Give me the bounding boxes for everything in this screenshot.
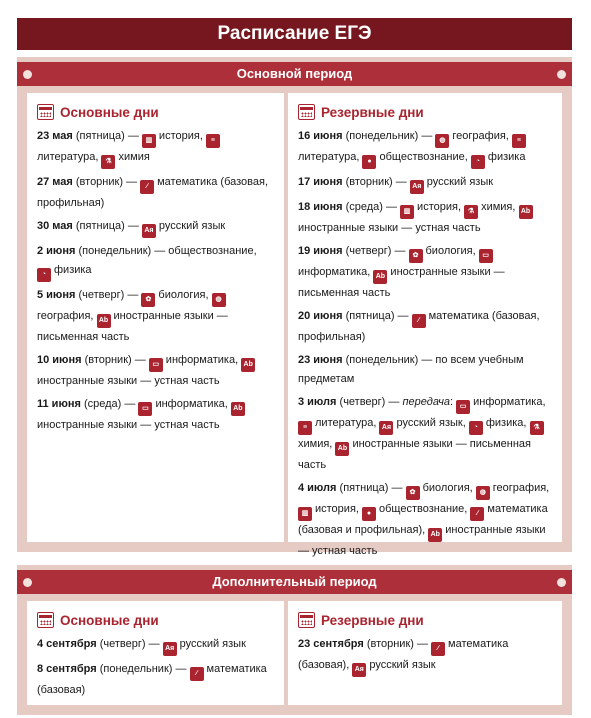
entry-date: 19 июня	[298, 245, 343, 257]
entry-date: 30 мая	[37, 220, 73, 232]
entry-date: 2 июня	[37, 245, 76, 257]
entry-weekday: (четверг) —	[342, 245, 409, 257]
extra-period-band	[17, 570, 572, 594]
subject-name: обществознание,	[379, 151, 468, 163]
languages-icon: Ab	[428, 528, 442, 542]
entry-date: 20 июня	[298, 310, 343, 322]
math-icon: ∕	[431, 642, 445, 656]
physics-icon: ◔	[469, 421, 483, 435]
extra-main-days-panel	[27, 601, 284, 705]
math-icon: ∕	[140, 180, 154, 194]
social-icon: ●	[362, 507, 376, 521]
subject-name: математика (базовая),	[298, 638, 509, 671]
schedule-entry	[37, 173, 276, 213]
entry-weekday: (пятница) —	[342, 310, 412, 322]
entry-weekday: (пятница) —	[72, 130, 142, 142]
main-days-panel	[27, 93, 284, 542]
subject-name: география,	[452, 130, 509, 142]
subject-name: иностранные языки — письменная часть	[298, 438, 531, 471]
schedule-list	[298, 635, 554, 677]
languages-icon: Ab	[335, 442, 349, 456]
history-icon: ▥	[142, 134, 156, 148]
history-icon: ▥	[298, 507, 312, 521]
ring-hole-icon	[557, 70, 566, 79]
heading-text: Резервные дни	[321, 612, 424, 628]
subject-name: русский язык	[426, 176, 494, 188]
subject-name: иностранные языки — письменная часть	[298, 266, 505, 299]
chemistry-icon: ⚗	[530, 421, 544, 435]
subject-name: иностранные языки — устная часть	[298, 222, 481, 234]
entry-date: 3 июля	[298, 396, 337, 408]
subject-name: русский язык,	[396, 417, 466, 429]
schedule-entry	[298, 307, 554, 347]
geography-icon: ◍	[476, 486, 490, 500]
main-period-band	[17, 62, 572, 86]
chemistry-icon: ⚗	[464, 205, 478, 219]
informatics-icon: ▭	[479, 249, 493, 263]
subject-name: физика	[54, 264, 92, 276]
entry-weekday: (четверг) —	[96, 638, 163, 650]
subject-name: биология,	[422, 482, 473, 494]
heading-text: Основные дни	[60, 612, 159, 628]
entry-weekday: (понедельник) —	[342, 130, 436, 142]
calendar-icon	[37, 612, 54, 628]
subject-name: история,	[315, 503, 359, 515]
heading-text: Резервные дни	[321, 104, 424, 120]
extra-period-title: Дополнительный период	[212, 574, 377, 589]
main-period-frame	[17, 57, 572, 557]
subject-name: история,	[158, 130, 203, 142]
schedule-entry	[298, 173, 554, 194]
ring-hole-icon	[23, 70, 32, 79]
entry-date: 16 июня	[298, 130, 343, 142]
entry-weekday: (пятница) —	[72, 220, 142, 232]
schedule-entry	[298, 242, 554, 303]
entry-weekday: (понедельник) — по всем учебным предметам	[298, 354, 524, 385]
entry-weekday: (среда) —	[342, 201, 401, 213]
biology-icon: ✿	[141, 293, 155, 307]
schedule-entry	[37, 286, 276, 347]
entry-weekday: (вторник) —	[72, 176, 141, 188]
languages-icon: Ab	[231, 402, 245, 416]
literature-icon: ≡	[206, 134, 220, 148]
entry-date: 23 июня	[298, 354, 343, 366]
page-title: Расписание ЕГЭ	[17, 18, 572, 50]
geography-icon: ◍	[212, 293, 226, 307]
russian-icon: Ая	[352, 663, 366, 677]
subject-name: информатика,	[473, 396, 546, 408]
subject-name: математика (базовая)	[37, 663, 267, 696]
entry-date: 10 июня	[37, 354, 82, 366]
subject-name: информатика,	[298, 266, 371, 278]
entry-weekday: (четверг) —	[336, 396, 403, 408]
reserve-days-heading	[298, 611, 554, 629]
subject-name: биология,	[158, 289, 209, 301]
entry-weekday: (вторник) —	[342, 176, 410, 188]
subject-name: обществознание,	[168, 245, 257, 257]
physics-icon: ◔	[471, 155, 485, 169]
entry-date: 4 июля	[298, 482, 337, 494]
languages-icon: Ab	[519, 205, 533, 219]
informatics-icon: ▭	[456, 400, 470, 414]
subject-name: русский язык	[158, 220, 226, 232]
math-icon: ∕	[470, 507, 484, 521]
entry-date: 23 мая	[37, 130, 73, 142]
ring-hole-icon	[557, 578, 566, 587]
calendar-icon	[298, 104, 315, 120]
subject-name: иностранные языки — устная часть	[37, 419, 220, 431]
reserve-days-panel	[288, 93, 562, 557]
subject-name: русский язык	[179, 638, 246, 650]
biology-icon: ✿	[406, 486, 420, 500]
subject-name: литература,	[315, 417, 377, 429]
calendar-icon	[298, 612, 315, 628]
entry-weekday: (понедельник) —	[75, 245, 169, 257]
subject-name: иностранные языки — устная часть	[298, 524, 546, 557]
reserve-days-heading	[298, 103, 554, 121]
subject-name: математика (базовая, профильная)	[37, 176, 269, 209]
entry-date: 27 мая	[37, 176, 73, 188]
entry-date: 4 сентября	[37, 638, 97, 650]
russian-icon: Ая	[163, 642, 177, 656]
entry-note: передача	[402, 396, 451, 408]
entry-weekday: (вторник) —	[81, 354, 149, 366]
schedule-entry	[298, 198, 554, 238]
russian-icon: Ая	[142, 224, 156, 238]
schedule-list	[37, 127, 276, 435]
subject-name: информатика,	[165, 354, 239, 366]
entry-weekday: (вторник) —	[363, 638, 432, 650]
heading-text: Основные дни	[60, 104, 159, 120]
schedule-entry	[37, 351, 276, 391]
schedule-entry	[37, 127, 276, 169]
languages-icon: Ab	[97, 314, 111, 328]
main-period-title: Основной период	[236, 66, 353, 81]
schedule-list	[37, 635, 276, 700]
math-icon: ∕	[412, 314, 426, 328]
calendar-icon	[37, 104, 54, 120]
schedule-entry	[37, 660, 276, 700]
math-icon: ∕	[190, 667, 204, 681]
schedule-entry	[298, 635, 554, 677]
main-days-heading	[37, 103, 276, 121]
russian-icon: Ая	[379, 421, 393, 435]
subject-name: химия,	[298, 438, 333, 450]
schedule-entry	[37, 242, 276, 282]
informatics-icon: ▭	[149, 358, 163, 372]
subject-name: биология,	[425, 245, 476, 257]
subject-name: информатика,	[155, 398, 228, 410]
languages-icon: Ab	[373, 270, 387, 284]
subject-name: физика,	[485, 417, 527, 429]
physics-icon: ◔	[37, 268, 51, 282]
schedule-entry	[37, 217, 276, 238]
schedule-list	[298, 127, 554, 561]
subject-name: литература,	[37, 151, 99, 163]
entry-date: 23 сентября	[298, 638, 364, 650]
subject-name: математика (базовая, профильная)	[298, 310, 540, 343]
subject-name: география,	[37, 310, 94, 322]
entry-date: 17 июня	[298, 176, 343, 188]
schedule-entry	[298, 479, 554, 561]
entry-weekday: (понедельник) —	[96, 663, 190, 675]
biology-icon: ✿	[409, 249, 423, 263]
schedule-entry	[298, 351, 554, 389]
subject-name: химия	[118, 151, 150, 163]
languages-icon: Ab	[241, 358, 255, 372]
subject-name: литература,	[298, 151, 360, 163]
entry-colon: :	[450, 396, 457, 408]
geography-icon: ◍	[435, 134, 449, 148]
entry-weekday: (пятница) —	[336, 482, 406, 494]
entry-date: 11 июня	[37, 398, 81, 410]
main-days-heading	[37, 611, 276, 629]
informatics-icon: ▭	[138, 402, 152, 416]
ring-hole-icon	[23, 578, 32, 587]
literature-icon: ≡	[298, 421, 312, 435]
extra-period-frame	[17, 565, 572, 715]
schedule-entry	[37, 635, 276, 656]
schedule-entry	[37, 395, 276, 435]
subject-name: физика	[487, 151, 526, 163]
entry-date: 18 июня	[298, 201, 343, 213]
subject-name: иностранные языки — устная часть	[37, 375, 220, 387]
schedule-entry	[298, 127, 554, 169]
entry-date: 8 сентября	[37, 663, 97, 675]
entry-date: 5 июня	[37, 289, 76, 301]
subject-name: математика (базовая и профильная),	[298, 503, 548, 536]
subject-name: история,	[417, 201, 461, 213]
chemistry-icon: ⚗	[101, 155, 115, 169]
social-icon: ●	[362, 155, 376, 169]
history-icon: ▥	[400, 205, 414, 219]
subject-name: иностранные языки — письменная часть	[37, 310, 228, 343]
entry-weekday: (среда) —	[80, 398, 139, 410]
subject-name: русский язык	[369, 659, 436, 671]
literature-icon: ≡	[512, 134, 526, 148]
extra-reserve-days-panel	[288, 601, 562, 705]
schedule-entry	[298, 393, 554, 475]
entry-weekday: (четверг) —	[75, 289, 142, 301]
subject-name: география,	[492, 482, 550, 494]
subject-name: химия,	[481, 201, 516, 213]
russian-icon: Ая	[410, 180, 424, 194]
subject-name: обществознание,	[379, 503, 468, 515]
